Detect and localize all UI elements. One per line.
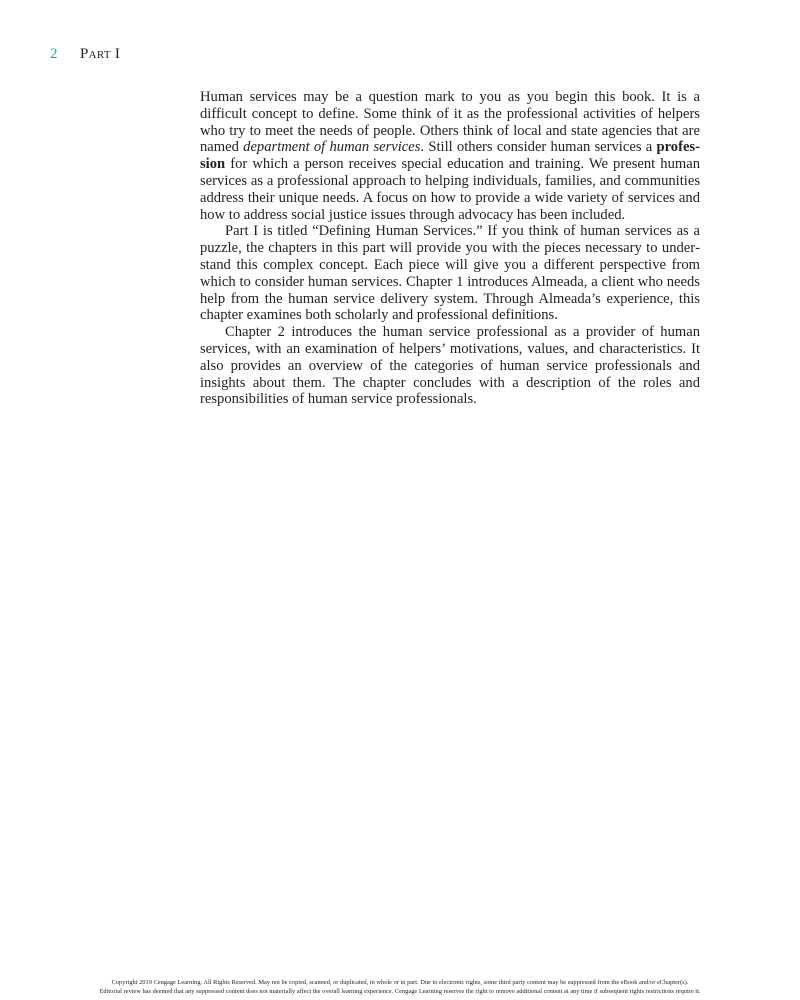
paragraph-intro-text-b: . Still others consider human services a: [420, 139, 657, 156]
running-head: [50, 46, 120, 66]
part-label: Part I: [80, 46, 121, 62]
key-term-profession: profession: [200, 139, 700, 173]
paragraph-intro: [200, 89, 700, 223]
paragraph-part-overview: Part I is titled “Defining Human Services.” If you think of human services as a puzzle, the chapters in this part will provide you with the pieces necessary to understand this complex concept. Each piece will give you a different perspective from which to consider human services. Chapter 1 introduces Almeada, a client who needs help from the human service delivery system. Through Almeada’s experience, this chapter examines both scholarly and professional definitions.: [200, 223, 700, 324]
copyright-footer: [0, 978, 800, 996]
italic-term: department of human services: [243, 139, 421, 156]
paragraph-chapter-2: Chapter 2 introduces the human service professional as a provider of human services, with an examination of helpers’ motivations, values, and characteristics. It also provides an overview of the categories of human service professionals and insights about them. The chapter concludes with a description of the roles and responsibilities of human service professionals.: [200, 324, 700, 408]
copyright-line-1: Copyright 2019 Cengage Learning. All Rights Reserved. May not be copied, scanned, or duplicated, in whole or in part. Due to electronic rights, some third party content may be suppressed from the eBook and/or eChapter(s).: [111, 979, 689, 986]
paragraph-intro-text-c: for which a person receives special education and training. We present human services as a professional approach to helping individuals, families, and communities address their unique needs. A focus on how to provide a wide variety of services and how to address social justice issues through advocacy has been included.: [200, 156, 700, 223]
page-number: 2: [50, 46, 58, 62]
copyright-line-2: Editorial review has deemed that any suppressed content does not materially affect the overall learning experience. Cengage Learning reserves the right to remove additional content at any time if subsequent rights restrictions require it.: [99, 988, 701, 995]
body-text: [200, 89, 700, 408]
paragraph-intro-text-a: Human services may be a question mark to you as you begin this book. It is a difficult concept to define. Some think of it as the professional activities of helpers who try to meet the needs of people. Others think of local and state agencies that are named: [200, 89, 700, 156]
